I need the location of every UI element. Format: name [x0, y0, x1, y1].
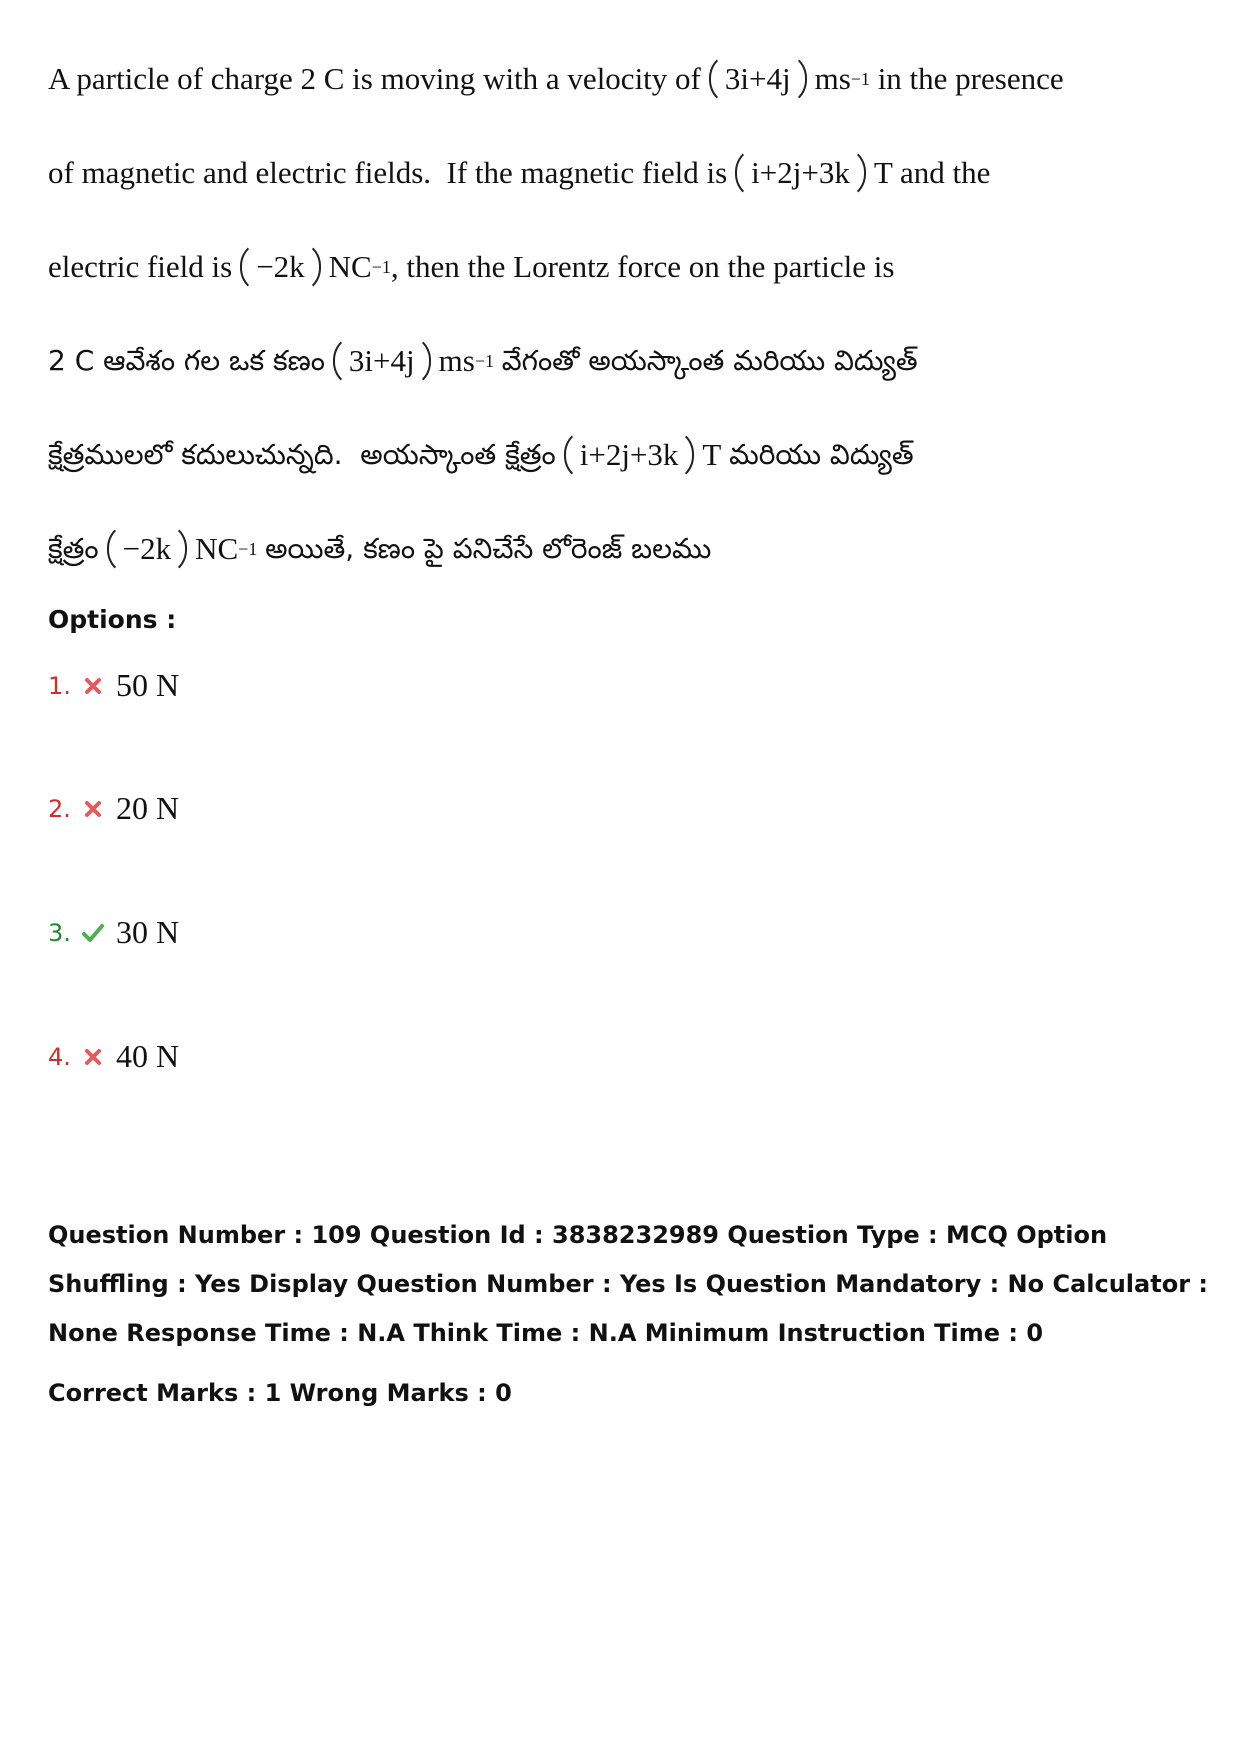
velocity-vector: 3i+4j [709, 52, 807, 106]
options-label: Options : [48, 605, 177, 634]
question-text-telugu: మరియు విద్యుత్ [729, 438, 914, 471]
electric-field-vector: −2k [240, 240, 320, 294]
question-text-telugu: వేగంతో అయస్కాంత మరియు విద్యుత్ [501, 344, 918, 377]
question-text: of magnetic and electric fields. If the magnetic field is [48, 155, 728, 190]
question-en-line-1 [48, 52, 1064, 106]
question-metadata: Question Number : 109 Question Id : 3838232989 Question Type : MCQ Option Shuffling : Yes Display Question Number : Yes Is Question Mandatory : No Calculator : None Response Time : N.A Think Time : N.A Minimum Instruction Time : 0 [48, 1221, 1208, 1347]
unit-exponent: −1 [371, 257, 391, 277]
option-number: 1. [48, 671, 71, 700]
option-value: 40 N [116, 1038, 180, 1074]
question-text: T and the [873, 155, 991, 190]
check-icon [78, 918, 108, 948]
magnetic-field-vector: i+2j+3k [564, 428, 695, 482]
unit: NC [195, 531, 239, 566]
electric-field-vector: −2k [107, 522, 187, 576]
question-te-line-1 [48, 334, 918, 388]
question-text: in the presence [869, 61, 1064, 96]
question-en-line-3 [48, 240, 894, 294]
cross-icon [78, 1042, 108, 1072]
unit: ms [438, 343, 475, 378]
unit-exponent: −1 [238, 539, 258, 559]
question-text-telugu: అయితే, కణం పై పనిచేసే లోరెంజ్ బలము [265, 532, 712, 565]
question-te-line-3 [48, 522, 711, 576]
unit: ms [814, 61, 851, 96]
option-value: 30 N [116, 914, 180, 950]
question-text-telugu: క్షేత్రం [48, 532, 99, 565]
question-text: electric field is [48, 249, 233, 284]
velocity-vector: 3i+4j [333, 334, 431, 388]
cross-icon [78, 794, 108, 824]
option-number: 2. [48, 794, 71, 823]
option-3[interactable] [48, 914, 179, 951]
question-te-line-2 [48, 428, 914, 482]
option-4[interactable] [48, 1038, 179, 1075]
cross-icon [78, 671, 108, 701]
unit: NC [328, 249, 372, 284]
unit-exponent: −1 [474, 351, 494, 371]
option-value: 20 N [116, 790, 180, 826]
option-number: 4. [48, 1042, 71, 1071]
unit: T [702, 437, 722, 472]
unit-exponent: −1 [850, 69, 870, 89]
question-text: A particle of charge 2 C is moving with a velocity of [48, 61, 701, 96]
marks-info: Correct Marks : 1 Wrong Marks : 0 [48, 1379, 512, 1407]
magnetic-field-vector: i+2j+3k [735, 146, 866, 200]
question-text-telugu: 2 C ఆవేశం గల ఒక కణం [48, 344, 325, 377]
question-en-line-2 [48, 146, 990, 200]
option-number: 3. [48, 918, 71, 947]
question-text-telugu: క్షేత్రములలో కదులుచున్నది. అయస్కాంత క్షేత్రం [48, 438, 556, 471]
option-2[interactable] [48, 790, 179, 827]
option-value: 50 N [116, 667, 180, 703]
question-text: , then the Lorentz force on the particle is [390, 249, 895, 284]
option-1[interactable] [48, 667, 179, 704]
